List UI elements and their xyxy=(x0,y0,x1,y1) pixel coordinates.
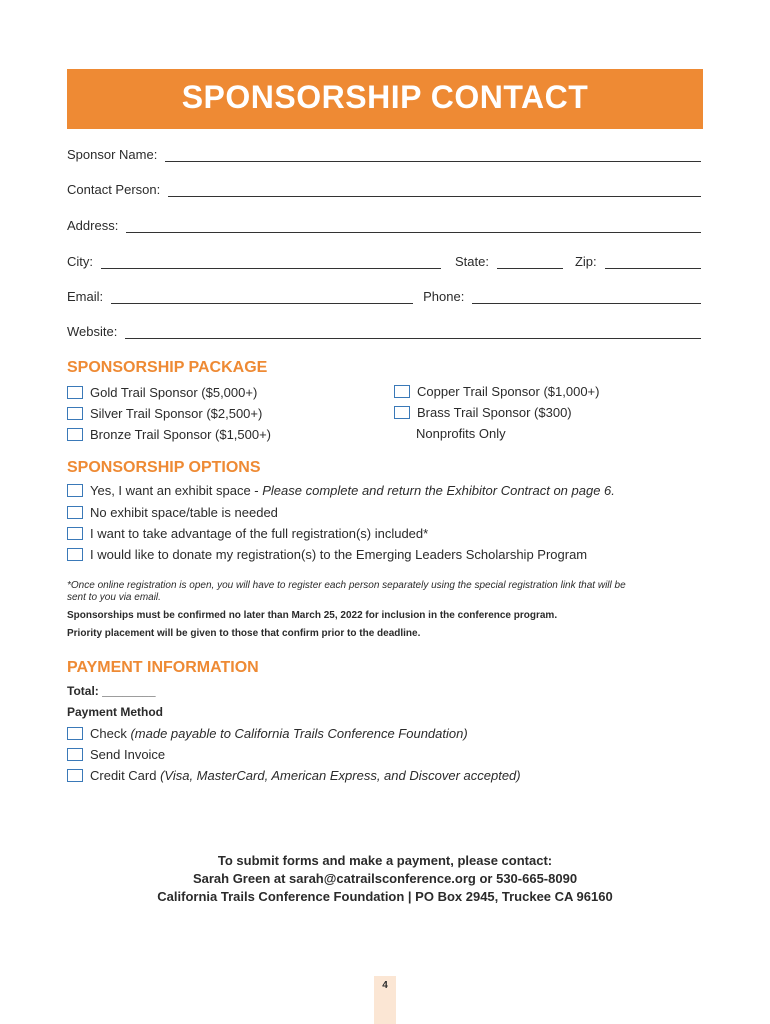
checkbox-icon[interactable] xyxy=(67,769,83,782)
copper-sponsor-checkbox[interactable]: Copper Trail Sponsor ($1,000+) xyxy=(394,384,599,399)
website-row xyxy=(67,319,701,339)
address-field[interactable] xyxy=(126,218,701,233)
nonprofits-note: Nonprofits Only xyxy=(416,426,506,441)
address-label: Address: xyxy=(67,218,119,233)
address-row xyxy=(67,213,701,233)
phone-label: Phone: xyxy=(423,289,465,304)
priority-note: Priority placement will be given to those that confirm prior to the deadline. xyxy=(67,628,421,639)
send-invoice-checkbox[interactable]: Send Invoice xyxy=(67,747,165,762)
contact-person-label: Contact Person: xyxy=(67,182,161,197)
check-payment-checkbox[interactable]: Check (made payable to California Trails Conference Foundation) xyxy=(67,726,468,741)
zip-field[interactable] xyxy=(605,254,701,269)
city-state-zip-row xyxy=(67,249,701,269)
deadline-note: Sponsorships must be confirmed no later than March 25, 2022 for inclusion in the conference program. xyxy=(67,610,558,621)
options-heading: SPONSORSHIP OPTIONS xyxy=(67,459,261,476)
registration-footnote: *Once online registration is open, you will have to register each person separately using the special registration link that will be sent to you via email. xyxy=(67,580,626,603)
brass-sponsor-checkbox[interactable]: Brass Trail Sponsor ($300) xyxy=(394,405,572,420)
contact-intro: To submit forms and make a payment, please contact: xyxy=(217,853,553,868)
phone-field[interactable] xyxy=(472,289,701,304)
page-number: 4 xyxy=(374,976,396,1024)
contact-person-row xyxy=(67,177,701,197)
checkbox-icon[interactable] xyxy=(67,527,83,540)
contact-block xyxy=(0,852,770,906)
city-field[interactable] xyxy=(101,254,441,269)
silver-sponsor-checkbox[interactable]: Silver Trail Sponsor ($2,500+) xyxy=(67,406,262,421)
checkbox-icon[interactable] xyxy=(67,548,83,561)
contact-address: California Trails Conference Foundation | PO Box 2945, Truckee CA 96160 xyxy=(157,889,613,904)
package-heading: SPONSORSHIP PACKAGE xyxy=(67,359,268,376)
payment-method-label: Payment Method xyxy=(67,705,164,719)
gold-sponsor-checkbox[interactable]: Gold Trail Sponsor ($5,000+) xyxy=(67,385,257,400)
email-label: Email: xyxy=(67,289,104,304)
state-label: State: xyxy=(455,254,489,269)
checkbox-icon[interactable] xyxy=(67,407,83,420)
exhibit-space-checkbox[interactable]: Yes, I want an exhibit space - Please complete and return the Exhibitor Contract on page 6. xyxy=(67,483,615,498)
website-field[interactable] xyxy=(125,324,701,339)
checkbox-icon[interactable] xyxy=(394,406,410,419)
donate-registration-checkbox[interactable]: I would like to donate my registration(s) to the Emerging Leaders Scholarship Program xyxy=(67,547,587,562)
sponsor-name-label: Sponsor Name: xyxy=(67,147,158,162)
contact-person-field[interactable] xyxy=(168,182,701,197)
checkbox-icon[interactable] xyxy=(67,727,83,740)
checkbox-icon[interactable] xyxy=(394,385,410,398)
payment-heading: PAYMENT INFORMATION xyxy=(67,659,259,676)
email-phone-row xyxy=(67,284,701,304)
no-exhibit-checkbox[interactable]: No exhibit space/table is needed xyxy=(67,505,278,520)
checkbox-icon[interactable] xyxy=(67,748,83,761)
checkbox-icon[interactable] xyxy=(67,428,83,441)
checkbox-icon[interactable] xyxy=(67,506,83,519)
city-label: City: xyxy=(67,254,93,269)
page-title: SPONSORSHIP CONTACT xyxy=(67,69,703,129)
sponsor-name-row xyxy=(67,142,701,162)
credit-card-checkbox[interactable]: Credit Card (Visa, MasterCard, American Express, and Discover accepted) xyxy=(67,768,521,783)
email-field[interactable] xyxy=(111,289,413,304)
website-label: Website: xyxy=(67,324,118,339)
sponsor-name-field[interactable] xyxy=(165,147,701,162)
checkbox-icon[interactable] xyxy=(67,386,83,399)
checkbox-icon[interactable] xyxy=(67,484,83,497)
state-field[interactable] xyxy=(497,254,563,269)
contact-person-info: Sarah Green at sarah@catrailsconference.org or 530-665-8090 xyxy=(192,871,578,886)
zip-label: Zip: xyxy=(574,254,597,269)
full-registration-checkbox[interactable]: I want to take advantage of the full registration(s) included* xyxy=(67,526,428,541)
bronze-sponsor-checkbox[interactable]: Bronze Trail Sponsor ($1,500+) xyxy=(67,427,271,442)
total-field[interactable]: Total: ________ xyxy=(67,684,156,698)
